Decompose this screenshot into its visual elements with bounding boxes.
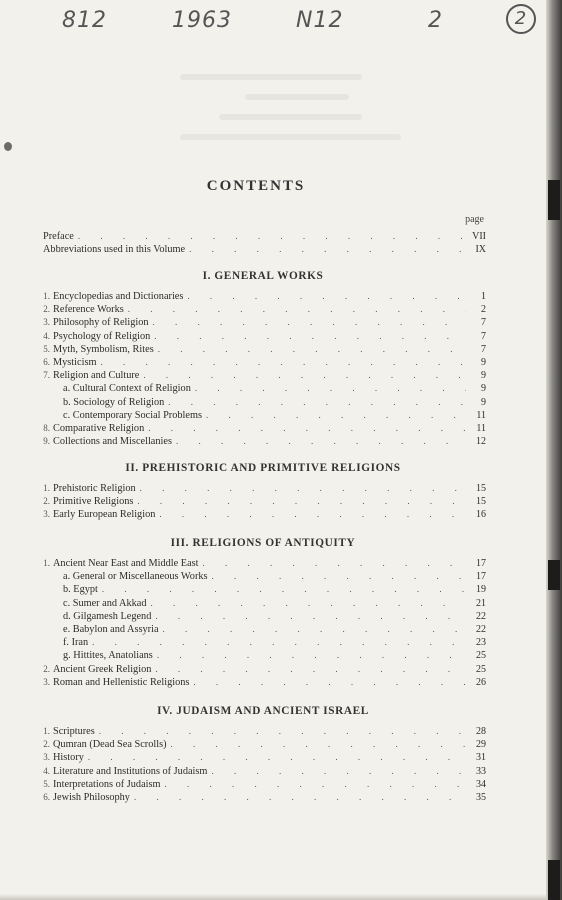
toc-entry xyxy=(40,343,486,356)
entry-number: 4. xyxy=(43,330,50,341)
entry-number: 5. xyxy=(43,343,50,354)
entry-number: 6. xyxy=(43,791,50,802)
dot-leader xyxy=(151,597,466,610)
handwritten-circled-number: 2 xyxy=(506,4,536,34)
entry-title: Ancient Near East and Middle East xyxy=(53,558,199,569)
toc-entry xyxy=(40,330,486,343)
entry-title: Encyclopedias and Dictionaries xyxy=(53,291,184,302)
toc-entry xyxy=(40,435,486,448)
toc-entry xyxy=(40,230,486,243)
entry-number: 6. xyxy=(43,356,50,367)
entry-page-number: 25 xyxy=(476,663,486,675)
entry-page-number: 19 xyxy=(476,584,486,596)
entry-title: Prehistoric Religion xyxy=(53,483,136,494)
entry-title: Reference Works xyxy=(53,304,124,316)
entry-number: 8. xyxy=(43,422,50,433)
toc-entry xyxy=(40,676,486,689)
section-entry-list xyxy=(40,725,486,804)
dot-leader xyxy=(137,495,466,508)
entry-page-number: 31 xyxy=(476,752,486,764)
dot-leader xyxy=(189,243,466,256)
entry-title: b. Egypt xyxy=(63,584,98,596)
section-entry-list xyxy=(40,557,486,689)
entry-page-number: 28 xyxy=(476,726,486,737)
entry-number: 3. xyxy=(43,509,50,520)
entry-number: 2. xyxy=(43,304,50,315)
binding-edge xyxy=(546,0,562,900)
entry-page-number: 7 xyxy=(481,317,486,329)
entry-title: Comparative Religion xyxy=(53,422,145,434)
entry-title: Jewish Philosophy xyxy=(53,791,130,803)
dot-leader xyxy=(157,649,466,662)
front-matter-list xyxy=(40,230,486,256)
dot-leader xyxy=(102,583,466,596)
dot-leader xyxy=(203,557,466,570)
entry-title: Collections and Miscellanies xyxy=(53,436,172,448)
toc-entry xyxy=(40,396,486,409)
dot-leader xyxy=(168,396,466,409)
entry-title: d. Gilgamesh Legend xyxy=(63,610,152,622)
entry-title: f. Iran xyxy=(63,637,89,649)
entry-page-number: 22 xyxy=(476,610,486,622)
dot-leader xyxy=(128,303,466,316)
entry-page-number: 17 xyxy=(476,558,486,569)
dot-leader xyxy=(99,725,466,738)
entry-number: 3. xyxy=(43,317,50,328)
entry-page-number: 23 xyxy=(476,637,486,649)
dot-leader xyxy=(88,751,466,764)
section-heading: IV. JUDAISM AND ANCIENT ISRAEL xyxy=(157,705,369,717)
section-heading: II. PREHISTORIC AND PRIMITIVE RELIGIONS xyxy=(125,462,401,474)
dot-leader xyxy=(176,435,466,448)
entry-title: Philosophy of Religion xyxy=(53,317,149,329)
entry-title: Myth, Symbolism, Rites xyxy=(53,343,154,355)
toc-entry xyxy=(40,508,486,521)
dot-leader xyxy=(187,290,466,303)
toc-entry xyxy=(40,316,486,329)
entry-number: 2. xyxy=(43,663,50,674)
entry-title: Primitive Religions xyxy=(53,496,134,508)
entry-number: 1. xyxy=(43,483,50,493)
show-through-text xyxy=(180,60,440,220)
section-entry-list xyxy=(40,482,486,522)
toc-entry xyxy=(40,570,486,583)
toc-entry xyxy=(40,495,486,508)
toc-entry xyxy=(40,725,486,738)
dot-leader xyxy=(163,623,466,636)
entry-title: a. General or Miscellaneous Works xyxy=(63,571,208,583)
page-bottom-shadow xyxy=(0,894,546,900)
entry-title: Abbreviations used in this Volume xyxy=(43,244,186,256)
dot-leader xyxy=(155,663,466,676)
entry-number: 2. xyxy=(43,739,50,750)
entry-title: Psychology of Religion xyxy=(53,330,151,342)
entry-title: Interpretations of Judaism xyxy=(53,778,161,790)
entry-page-number: 16 xyxy=(476,509,486,521)
handwritten-volume: 2 xyxy=(428,8,443,33)
entry-page-number: 11 xyxy=(476,409,486,421)
dot-leader xyxy=(158,343,466,356)
margin-mark xyxy=(4,142,12,151)
entry-page-number: IX xyxy=(475,244,486,256)
entry-page-number: 1 xyxy=(481,291,486,302)
dot-leader xyxy=(171,738,466,751)
entry-page-number: 21 xyxy=(476,597,486,609)
entry-page-number: 9 xyxy=(481,370,486,382)
handwritten-code: 812 xyxy=(62,8,107,33)
toc-entry xyxy=(40,738,486,751)
toc-entry xyxy=(40,290,486,303)
entry-title: Mysticism xyxy=(53,356,97,368)
toc-entry xyxy=(40,765,486,778)
entry-title: Early European Religion xyxy=(53,509,156,521)
dot-leader xyxy=(193,676,466,689)
entry-page-number: VII xyxy=(472,231,486,242)
entry-page-number: 34 xyxy=(476,778,486,790)
entry-page-number: 12 xyxy=(476,436,486,448)
dot-leader xyxy=(100,356,466,369)
toc-entry xyxy=(40,382,486,395)
toc-entry xyxy=(40,557,486,570)
toc-entry xyxy=(40,303,486,316)
entry-number: 4. xyxy=(43,765,50,776)
entry-page-number: 15 xyxy=(476,496,486,508)
toc-entry xyxy=(40,409,486,422)
entry-number: 7. xyxy=(43,370,50,381)
entry-title: e. Babylon and Assyria xyxy=(63,623,159,635)
toc-entry xyxy=(40,243,486,256)
toc-entry xyxy=(40,369,486,382)
entry-page-number: 11 xyxy=(476,422,486,434)
dot-leader xyxy=(154,330,466,343)
entry-page-number: 9 xyxy=(481,356,486,368)
dot-leader xyxy=(165,778,466,791)
entry-page-number: 9 xyxy=(481,396,486,408)
entry-page-number: 9 xyxy=(481,383,486,395)
entry-number: 3. xyxy=(43,676,50,687)
toc-entry xyxy=(40,356,486,369)
entry-title: a. Cultural Context of Religion xyxy=(63,383,191,395)
entry-number: 1. xyxy=(43,558,50,568)
entry-title: g. Hittites, Anatolians xyxy=(63,650,153,662)
toc-entry xyxy=(40,422,486,435)
entry-number: 3. xyxy=(43,752,50,763)
toc-entry xyxy=(40,610,486,623)
toc-entry xyxy=(40,791,486,804)
entry-number: 2. xyxy=(43,496,50,507)
entry-page-number: 17 xyxy=(476,571,486,583)
toc-entry xyxy=(40,597,486,610)
entry-number: 1. xyxy=(43,726,50,736)
dot-leader xyxy=(78,230,466,243)
entry-page-number: 22 xyxy=(476,623,486,635)
entry-page-number: 29 xyxy=(476,739,486,751)
dot-leader xyxy=(195,382,466,395)
entry-number: 1. xyxy=(43,291,50,301)
entry-title: Literature and Institutions of Judaism xyxy=(53,765,208,777)
entry-title: Religion and Culture xyxy=(53,370,140,382)
entry-number: 9. xyxy=(43,436,50,447)
entry-page-number: 26 xyxy=(476,676,486,688)
toc-entry xyxy=(40,778,486,791)
dot-leader xyxy=(212,570,466,583)
dot-leader xyxy=(148,422,466,435)
toc-entry xyxy=(40,636,486,649)
entry-title: b. Sociology of Religion xyxy=(63,396,165,408)
entry-title: Scriptures xyxy=(53,726,95,737)
entry-page-number: 2 xyxy=(481,304,486,316)
dot-leader xyxy=(92,636,466,649)
section-entry-list xyxy=(40,290,486,448)
dot-leader xyxy=(143,369,466,382)
section-heading: I. GENERAL WORKS xyxy=(202,270,324,282)
entry-page-number: 35 xyxy=(476,791,486,803)
section-heading: III. RELIGIONS OF ANTIQUITY xyxy=(170,537,356,549)
entry-page-number: 7 xyxy=(481,343,486,355)
toc-entry xyxy=(40,482,486,495)
entry-page-number: 25 xyxy=(476,650,486,662)
dot-leader xyxy=(155,610,466,623)
dot-leader xyxy=(206,409,466,422)
entry-title: History xyxy=(53,752,84,764)
toc-entry xyxy=(40,583,486,596)
entry-title: c. Sumer and Akkad xyxy=(63,597,147,609)
entry-title: Preface xyxy=(43,231,74,242)
entry-title: c. Contemporary Social Problems xyxy=(63,409,202,421)
entry-title: Roman and Hellenistic Religions xyxy=(53,676,190,688)
toc-entry xyxy=(40,649,486,662)
dot-leader xyxy=(159,508,466,521)
page-title: CONTENTS xyxy=(206,178,306,194)
toc-entry xyxy=(40,663,486,676)
page-column-label: page xyxy=(465,214,484,225)
entry-title: Ancient Greek Religion xyxy=(53,663,152,675)
toc-entry xyxy=(40,623,486,636)
entry-number: 5. xyxy=(43,778,50,789)
dot-leader xyxy=(134,791,466,804)
entry-page-number: 7 xyxy=(481,330,486,342)
handwritten-issue: N12 xyxy=(296,8,344,33)
dot-leader xyxy=(211,765,466,778)
dot-leader xyxy=(153,316,466,329)
entry-page-number: 15 xyxy=(476,483,486,494)
dot-leader xyxy=(140,482,466,495)
handwritten-year: 1963 xyxy=(172,8,232,33)
toc-entry xyxy=(40,751,486,764)
entry-title: Qumran (Dead Sea Scrolls) xyxy=(53,739,167,751)
entry-page-number: 33 xyxy=(476,765,486,777)
